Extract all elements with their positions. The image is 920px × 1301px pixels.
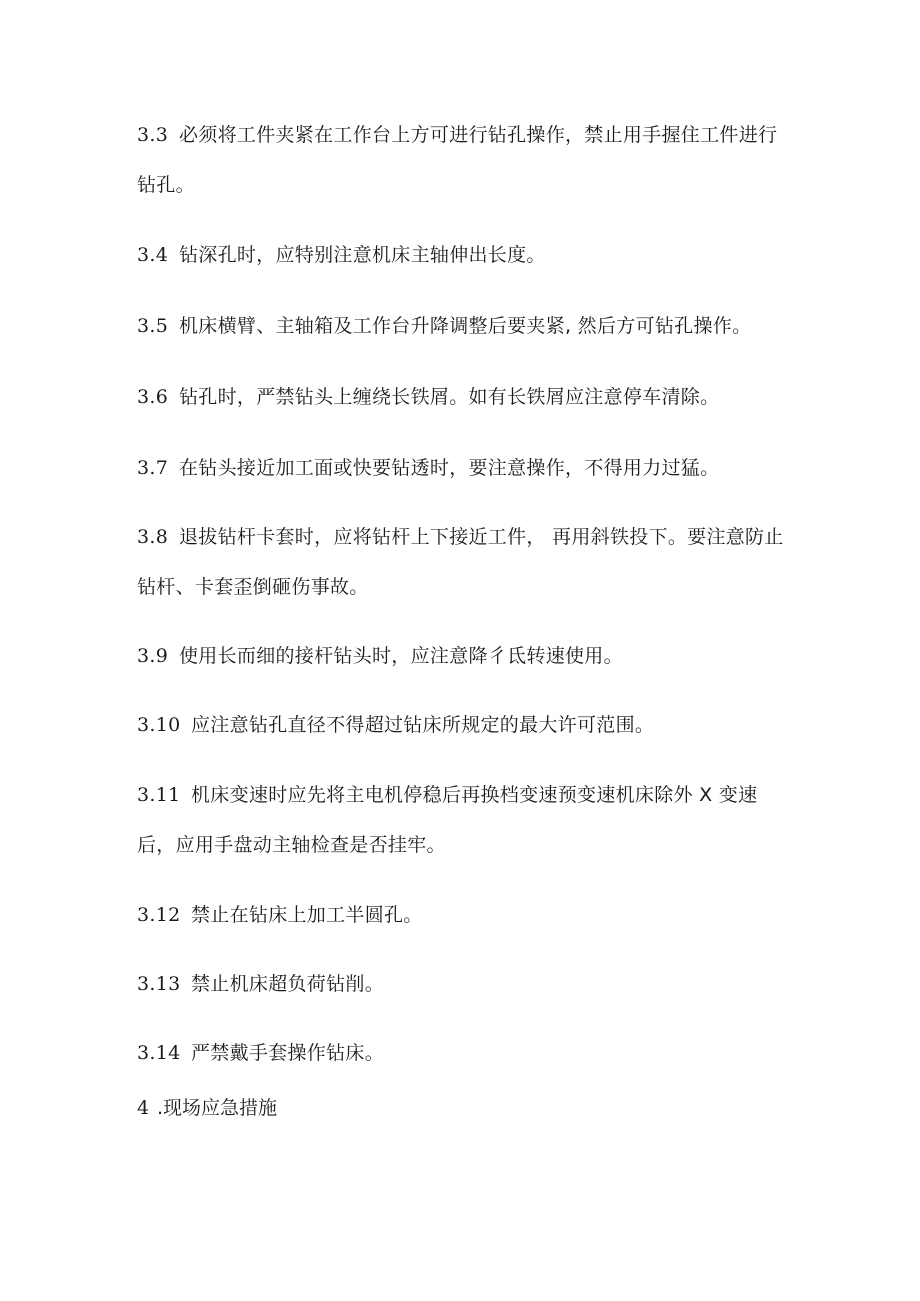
clause-number: 3.5 xyxy=(137,315,169,337)
clause-3-6 xyxy=(137,372,787,422)
clause-text: 应注意钻孔直径不得超过钻床所规定的最大许可范围。 xyxy=(191,714,655,736)
clause-3-4 xyxy=(137,230,787,280)
clause-text: 钻深孔时，应特别注意机床主轴伸出长度。 xyxy=(179,244,546,266)
clause-text: 退拔钻杆卡套时，应将钻杆上下接近工件， 再用斜铁投下。要注意防止钻杆、卡套歪倒砸伤事故。 xyxy=(137,526,784,598)
clause-3-5 xyxy=(137,301,787,351)
section-number: 4 xyxy=(137,1097,150,1119)
clause-number: 3.13 xyxy=(137,973,181,995)
clause-text: 在钻头接近加工面或快要钻透时，要注意操作，不得用力过猛。 xyxy=(179,457,720,479)
clause-number: 3.12 xyxy=(137,904,181,926)
clause-3-13 xyxy=(137,959,787,1009)
section-heading xyxy=(137,1093,277,1123)
clause-text: 钻孔时，严禁钻头上缠绕长铁屑。如有长铁屑应注意停车清除。 xyxy=(179,386,720,408)
clause-number: 3.3 xyxy=(137,124,169,146)
clause-text: 严禁戴手套操作钻床。 xyxy=(191,1042,385,1064)
section-title: .现场应急措施 xyxy=(157,1097,278,1119)
clause-text: 使用长而细的接杆钻头时，应注意降彳氐转速使用。 xyxy=(179,645,623,667)
clause-number: 3.7 xyxy=(137,457,169,479)
clause-number: 3.8 xyxy=(137,526,169,548)
clause-number: 3.4 xyxy=(137,244,169,266)
clause-3-7 xyxy=(137,443,787,493)
clause-3-8 xyxy=(137,512,787,612)
clause-3-11 xyxy=(137,770,787,870)
clause-text: 禁止机床超负荷钻削。 xyxy=(191,973,385,995)
clause-number: 3.11 xyxy=(137,784,181,806)
clause-number: 3.9 xyxy=(137,645,169,667)
clause-number: 3.6 xyxy=(137,386,169,408)
clause-text: 禁止在钻床上加工半圆孔。 xyxy=(191,904,423,926)
clause-number: 3.14 xyxy=(137,1042,181,1064)
clause-text: 机床横臂、主轴箱及工作台升降调整后要夹紧, 然后方可钻孔操作。 xyxy=(179,315,752,337)
clause-text: 必须将工件夹紧在工作台上方可进行钻孔操作，禁止用手握住工件进行钻孔。 xyxy=(137,124,778,196)
clause-3-3 xyxy=(137,110,787,210)
clause-3-14 xyxy=(137,1028,787,1078)
clause-3-12 xyxy=(137,890,787,940)
clause-3-10 xyxy=(137,700,787,750)
clause-number: 3.10 xyxy=(137,714,181,736)
clause-text: 机床变速时应先将主电机停稳后再换档变速预变速机床除外 X 变速后，应用手盘动主轴检查是否挂牢。 xyxy=(137,784,758,856)
clause-3-9 xyxy=(137,631,787,681)
